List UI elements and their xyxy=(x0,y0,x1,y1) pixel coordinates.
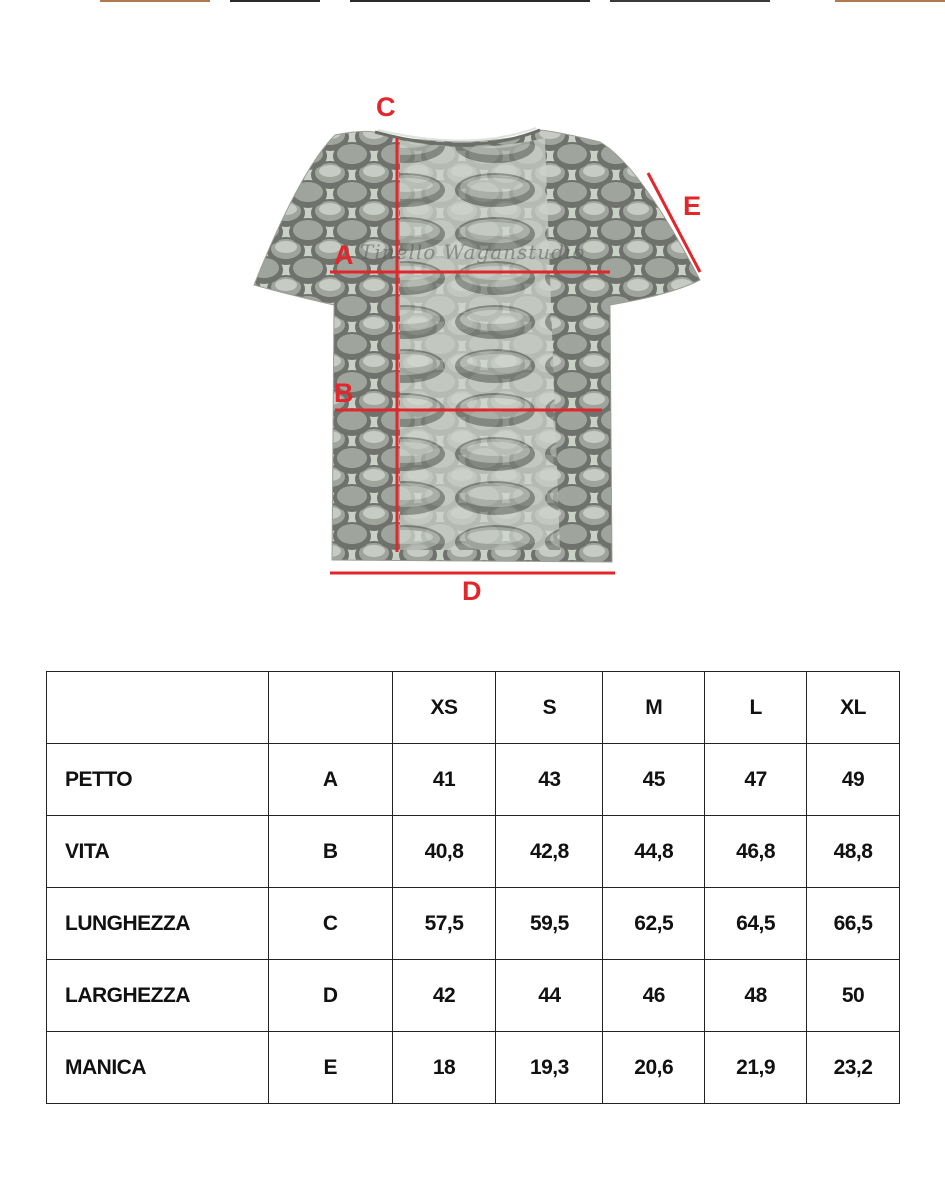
table-cell: 48 xyxy=(705,960,807,1032)
label-b: B xyxy=(334,378,354,408)
table-row xyxy=(47,888,900,960)
table-cell: 45 xyxy=(603,744,705,816)
header-size-m: M xyxy=(603,672,705,744)
table-cell: 57,5 xyxy=(392,888,496,960)
row-code: C xyxy=(268,888,392,960)
header-cell xyxy=(268,672,392,744)
table-cell: 41 xyxy=(392,744,496,816)
table-cell: 46,8 xyxy=(705,816,807,888)
table-cell: 42 xyxy=(392,960,496,1032)
table-cell: 44 xyxy=(496,960,603,1032)
row-code: D xyxy=(268,960,392,1032)
top-edge-strip xyxy=(0,0,945,3)
table-cell: 47 xyxy=(705,744,807,816)
row-name: LARGHEZZA xyxy=(47,960,269,1032)
table-cell: 42,8 xyxy=(496,816,603,888)
label-a: A xyxy=(334,240,354,270)
header-size-s: S xyxy=(496,672,603,744)
label-e: E xyxy=(683,191,702,221)
table-row xyxy=(47,960,900,1032)
table-cell: 48,8 xyxy=(807,816,900,888)
table-cell: 44,8 xyxy=(603,816,705,888)
tshirt-illustration xyxy=(0,80,945,620)
table-cell: 40,8 xyxy=(392,816,496,888)
header-size-l: L xyxy=(705,672,807,744)
header-cell xyxy=(47,672,269,744)
table-cell: 50 xyxy=(807,960,900,1032)
watermark-signature: Tinello Waganstudio xyxy=(360,240,586,264)
size-chart-table xyxy=(46,671,900,1104)
row-code: E xyxy=(268,1032,392,1104)
table-cell: 66,5 xyxy=(807,888,900,960)
table-row xyxy=(47,744,900,816)
row-code: A xyxy=(268,744,392,816)
table-cell: 43 xyxy=(496,744,603,816)
table-cell: 19,3 xyxy=(496,1032,603,1104)
table-cell: 21,9 xyxy=(705,1032,807,1104)
tshirt-measurement-diagram xyxy=(0,80,945,620)
table-cell: 49 xyxy=(807,744,900,816)
table-cell: 23,2 xyxy=(807,1032,900,1104)
table-row xyxy=(47,816,900,888)
row-code: B xyxy=(268,816,392,888)
header-size-xl: XL xyxy=(807,672,900,744)
table-cell: 59,5 xyxy=(496,888,603,960)
row-name: PETTO xyxy=(47,744,269,816)
table-cell: 62,5 xyxy=(603,888,705,960)
label-d: D xyxy=(462,576,482,606)
row-name: MANICA xyxy=(47,1032,269,1104)
table-cell: 20,6 xyxy=(603,1032,705,1104)
label-c: C xyxy=(376,92,396,122)
table-cell: 46 xyxy=(603,960,705,1032)
row-name: VITA xyxy=(47,816,269,888)
table-cell: 18 xyxy=(392,1032,496,1104)
table-cell: 64,5 xyxy=(705,888,807,960)
table-header-row xyxy=(47,672,900,744)
table-row xyxy=(47,1032,900,1104)
row-name: LUNGHEZZA xyxy=(47,888,269,960)
header-size-xs: XS xyxy=(392,672,496,744)
